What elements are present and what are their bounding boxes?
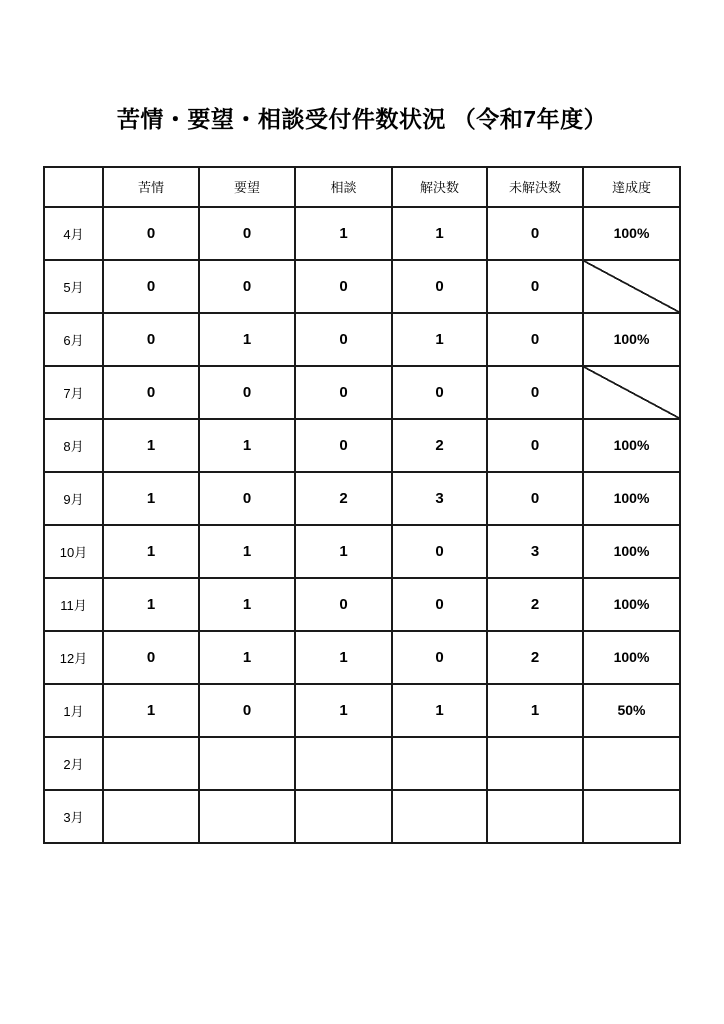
month-label: 10月 bbox=[44, 525, 103, 578]
table-row bbox=[44, 684, 680, 737]
table-row bbox=[44, 631, 680, 684]
table-body bbox=[44, 207, 680, 843]
table-row bbox=[44, 790, 680, 843]
achievement-cell bbox=[583, 631, 680, 684]
count-cell: 3 bbox=[487, 525, 583, 578]
month-label: 4月 bbox=[44, 207, 103, 260]
table-row bbox=[44, 313, 680, 366]
count-cell: 1 bbox=[199, 578, 295, 631]
header-cell-consultation: 相談 bbox=[295, 167, 392, 207]
count-cell bbox=[295, 790, 392, 843]
count-cell: 1 bbox=[199, 525, 295, 578]
count-cell: 1 bbox=[199, 631, 295, 684]
table-row bbox=[44, 207, 680, 260]
achievement-value: 100% bbox=[613, 225, 650, 242]
count-cell: 0 bbox=[295, 313, 392, 366]
count-cell: 0 bbox=[392, 260, 487, 313]
diagonal-slash-icon bbox=[584, 261, 679, 312]
month-label: 11月 bbox=[44, 578, 103, 631]
count-cell: 0 bbox=[103, 207, 199, 260]
count-cell: 0 bbox=[392, 525, 487, 578]
header-cell-requests: 要望 bbox=[199, 167, 295, 207]
count-cell: 2 bbox=[487, 631, 583, 684]
count-cell bbox=[487, 790, 583, 843]
count-cell: 0 bbox=[295, 419, 392, 472]
count-cell: 3 bbox=[392, 472, 487, 525]
count-cell: 0 bbox=[392, 366, 487, 419]
count-cell bbox=[392, 790, 487, 843]
table-row bbox=[44, 525, 680, 578]
count-cell: 0 bbox=[199, 260, 295, 313]
diagonal-slash-icon bbox=[584, 367, 679, 418]
count-cell: 0 bbox=[103, 631, 199, 684]
achievement-cell bbox=[583, 366, 680, 419]
count-cell: 0 bbox=[487, 207, 583, 260]
count-cell: 1 bbox=[103, 472, 199, 525]
achievement-cell bbox=[583, 737, 680, 790]
month-label: 8月 bbox=[44, 419, 103, 472]
count-cell: 1 bbox=[103, 578, 199, 631]
count-cell: 0 bbox=[199, 472, 295, 525]
count-cell: 1 bbox=[295, 631, 392, 684]
achievement-value: 50% bbox=[617, 702, 646, 719]
count-cell: 2 bbox=[487, 578, 583, 631]
count-cell: 1 bbox=[103, 525, 199, 578]
achievement-value: 100% bbox=[613, 437, 650, 454]
month-label: 7月 bbox=[44, 366, 103, 419]
count-cell: 0 bbox=[295, 260, 392, 313]
achievement-cell bbox=[583, 207, 680, 260]
month-label: 2月 bbox=[44, 737, 103, 790]
achievement-cell bbox=[583, 419, 680, 472]
table-row bbox=[44, 737, 680, 790]
achievement-value: 100% bbox=[613, 331, 650, 348]
count-cell bbox=[199, 790, 295, 843]
table-row bbox=[44, 260, 680, 313]
count-cell bbox=[392, 737, 487, 790]
count-cell: 0 bbox=[487, 366, 583, 419]
count-cell bbox=[487, 737, 583, 790]
count-cell bbox=[295, 737, 392, 790]
month-label: 9月 bbox=[44, 472, 103, 525]
achievement-value: 100% bbox=[613, 596, 650, 613]
count-cell: 1 bbox=[199, 419, 295, 472]
month-label: 12月 bbox=[44, 631, 103, 684]
count-cell: 1 bbox=[392, 207, 487, 260]
table-row bbox=[44, 472, 680, 525]
achievement-value: 100% bbox=[613, 490, 650, 507]
count-cell: 0 bbox=[103, 366, 199, 419]
achievement-cell bbox=[583, 260, 680, 313]
count-cell: 1 bbox=[392, 313, 487, 366]
header-cell-achievement: 達成度 bbox=[583, 167, 680, 207]
count-cell: 1 bbox=[199, 313, 295, 366]
count-cell bbox=[103, 737, 199, 790]
count-cell: 0 bbox=[199, 207, 295, 260]
achievement-value: 100% bbox=[613, 649, 650, 666]
count-cell: 1 bbox=[103, 419, 199, 472]
achievement-cell bbox=[583, 790, 680, 843]
header-cell-unresolved: 未解決数 bbox=[487, 167, 583, 207]
achievement-cell bbox=[583, 472, 680, 525]
count-cell: 2 bbox=[392, 419, 487, 472]
count-cell: 0 bbox=[487, 472, 583, 525]
count-cell: 1 bbox=[295, 525, 392, 578]
reception-count-table bbox=[43, 166, 681, 844]
count-cell bbox=[199, 737, 295, 790]
achievement-cell bbox=[583, 578, 680, 631]
month-label: 5月 bbox=[44, 260, 103, 313]
count-cell: 0 bbox=[487, 313, 583, 366]
month-label: 3月 bbox=[44, 790, 103, 843]
count-cell: 0 bbox=[103, 313, 199, 366]
count-cell: 0 bbox=[487, 419, 583, 472]
count-cell: 1 bbox=[295, 684, 392, 737]
count-cell: 1 bbox=[487, 684, 583, 737]
table-row bbox=[44, 419, 680, 472]
count-cell bbox=[103, 790, 199, 843]
page-title: 苦情・要望・相談受付件数状況 （令和7年度） bbox=[116, 106, 608, 132]
count-cell: 2 bbox=[295, 472, 392, 525]
count-cell: 0 bbox=[392, 578, 487, 631]
count-cell: 0 bbox=[295, 578, 392, 631]
count-cell: 0 bbox=[295, 366, 392, 419]
count-cell: 0 bbox=[199, 684, 295, 737]
achievement-value: 100% bbox=[613, 543, 650, 560]
header-row bbox=[44, 167, 680, 207]
header-cell-resolved: 解決数 bbox=[392, 167, 487, 207]
count-cell: 1 bbox=[295, 207, 392, 260]
achievement-cell bbox=[583, 684, 680, 737]
count-cell: 0 bbox=[392, 631, 487, 684]
count-cell: 1 bbox=[392, 684, 487, 737]
count-cell: 0 bbox=[199, 366, 295, 419]
month-label: 1月 bbox=[44, 684, 103, 737]
count-cell: 0 bbox=[103, 260, 199, 313]
table-row bbox=[44, 578, 680, 631]
month-label: 6月 bbox=[44, 313, 103, 366]
header-cell-blank bbox=[44, 167, 103, 207]
header-cell-complaints: 苦情 bbox=[103, 167, 199, 207]
achievement-cell bbox=[583, 525, 680, 578]
achievement-cell bbox=[583, 313, 680, 366]
table-row bbox=[44, 366, 680, 419]
count-cell: 1 bbox=[103, 684, 199, 737]
count-cell: 0 bbox=[487, 260, 583, 313]
